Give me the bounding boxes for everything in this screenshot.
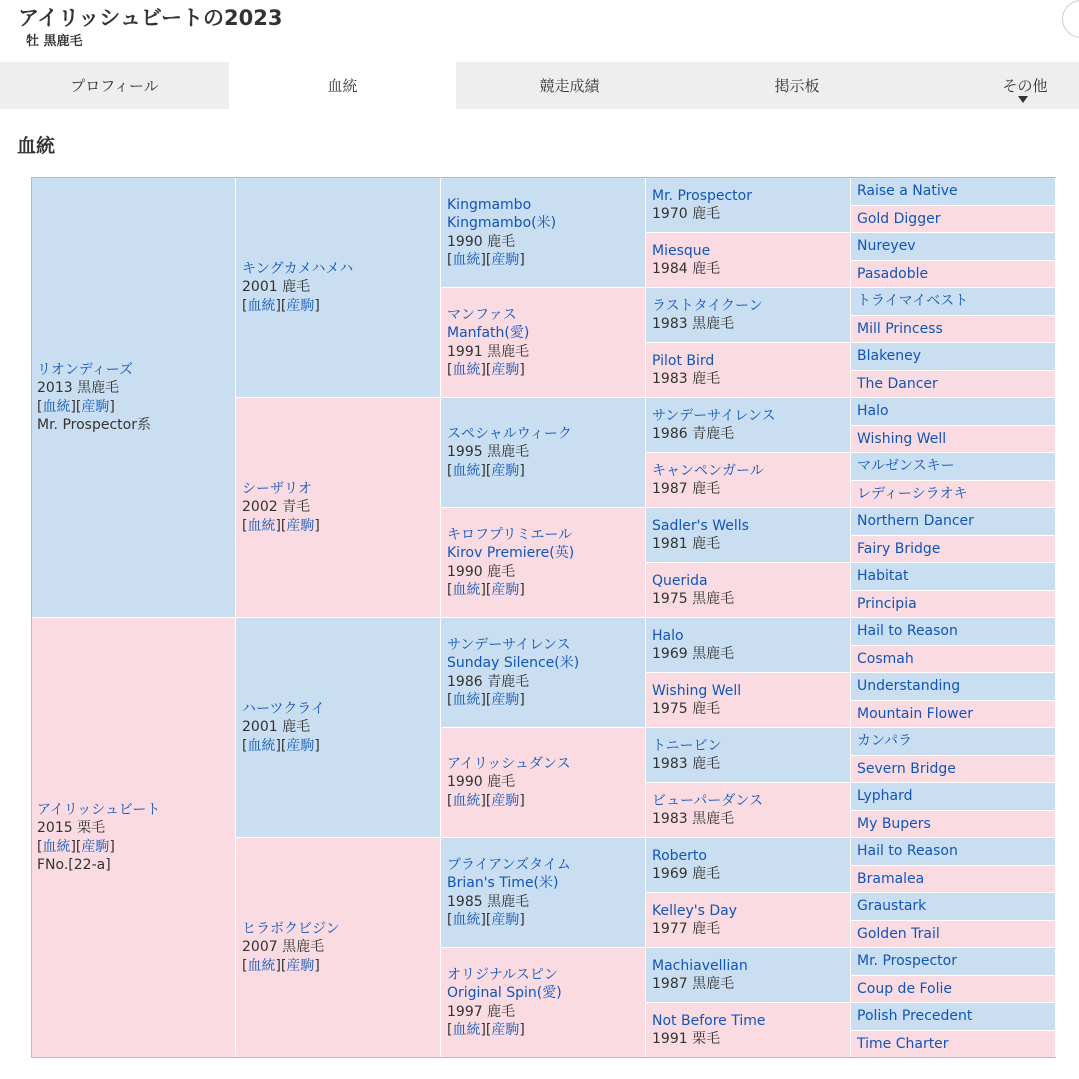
ancestor-cell-gen5: [851, 563, 1056, 591]
pedigree-frame: [31, 178, 32, 618]
horse-info: 1983 鹿毛: [652, 756, 721, 772]
ancestor-cell-gen4: [646, 233, 851, 288]
horse-name-link[interactable]: Querida: [652, 572, 708, 589]
ancestor-cell-gen3: [441, 508, 646, 618]
horse-info: 1985 黒鹿毛: [447, 893, 530, 910]
horse-info: 1991 黒鹿毛: [447, 343, 530, 360]
ancestor-cell-gen4: [646, 563, 851, 618]
ancestor-cell-gen5: [851, 1003, 1056, 1031]
ancestor-cell-gen5: [851, 728, 1056, 756]
tab-label: その他: [1002, 77, 1048, 95]
offspring-link[interactable]: 産駒: [491, 1022, 520, 1038]
tab-board[interactable]: [683, 62, 911, 109]
pedigree-link[interactable]: 血統: [42, 398, 71, 415]
pedigree-links: [血統][産駒]: [447, 692, 525, 708]
ancestor-cell-gen5: [851, 371, 1056, 399]
offspring-link[interactable]: 産駒: [491, 692, 520, 708]
page-title: アイリッシュビートの2023: [18, 6, 283, 30]
horse-name-link[interactable]: レディーシラオキ: [857, 485, 968, 502]
ancestor-cell-gen4: [646, 1003, 851, 1058]
ancestor-cell-gen5: [851, 178, 1056, 206]
horse-name-link[interactable]: マルゼンスキー: [857, 458, 955, 474]
ancestor-cell-gen4: [646, 838, 851, 893]
horse-name-link[interactable]: The Dancer: [857, 375, 938, 392]
pedigree-links: [血統][産駒]: [37, 398, 115, 415]
tab-label: 掲示板: [774, 77, 820, 95]
horse-name-link[interactable]: Coup de Folie: [857, 980, 953, 997]
ancestor-cell-gen5: [851, 618, 1056, 646]
pedigree-links: [血統][産駒]: [447, 462, 525, 479]
horse-name-link[interactable]: Gold Digger: [857, 210, 941, 227]
tab-label: プロフィール: [70, 77, 159, 95]
pedigree-links: [血統][産駒]: [242, 517, 320, 534]
tab-label: 血統: [327, 77, 358, 95]
horse-info: 1983 黒鹿毛: [652, 316, 735, 332]
pedigree-links: [血統][産駒]: [447, 252, 525, 268]
caret-down-icon: [1018, 96, 1028, 103]
horse-name-link[interactable]: アイリッシュビート: [37, 801, 161, 818]
horse-info: 1990 鹿毛: [447, 233, 516, 250]
pedigree-link[interactable]: 血統: [247, 297, 276, 314]
ancestor-cell-gen3: [441, 178, 646, 288]
horse-name-link[interactable]: オリジナルスピン: [447, 966, 558, 983]
offspring-link[interactable]: 産駒: [491, 462, 520, 479]
ancestor-cell-gen3: [441, 838, 646, 948]
ancestor-cell-gen4: [646, 343, 851, 398]
ancestor-cell-gen5: [851, 701, 1056, 729]
horse-name-link[interactable]: Machiavellian: [652, 957, 748, 974]
ancestor-cell-gen5: [851, 866, 1056, 894]
ancestor-cell-gen3: [441, 398, 646, 508]
horse-name-link[interactable]: Graustark: [857, 898, 927, 914]
horse-name-link[interactable]: Golden Trail: [857, 925, 940, 942]
ancestor-cell-gen4: [646, 783, 851, 838]
pedigree-link[interactable]: 血統: [452, 1022, 481, 1038]
ancestor-cell-gen4: [646, 893, 851, 948]
horse-extra: FNo.[22-a]: [37, 857, 111, 873]
pedigree-links: [血統][産駒]: [447, 362, 525, 378]
horse-name-link[interactable]: Raise a Native: [857, 183, 958, 199]
horse-foreign-name[interactable]: Brian's Time(米): [447, 875, 559, 891]
horse-name-link[interactable]: Severn Bridge: [857, 760, 956, 777]
offspring-link[interactable]: 産駒: [286, 297, 315, 314]
ancestor-cell-gen5: [851, 481, 1056, 509]
ancestor-cell-gen5: [851, 261, 1056, 289]
horse-name-link[interactable]: スペシャルウィーク: [447, 425, 572, 442]
ancestor-cell-gen5: [851, 508, 1056, 536]
horse-name-link[interactable]: Mountain Flower: [857, 705, 973, 722]
horse-name-link[interactable]: Not Before Time: [652, 1012, 766, 1029]
offspring-link[interactable]: 産駒: [286, 517, 315, 534]
dam-cell: [31, 618, 236, 1058]
horse-name-link[interactable]: Halo: [652, 627, 684, 644]
horse-info: 1969 鹿毛: [652, 866, 721, 882]
ancestor-cell-gen5: [851, 591, 1056, 619]
ancestor-cell-gen5: [851, 288, 1056, 316]
horse-name-link[interactable]: サンデーサイレンス: [447, 636, 571, 653]
ancestor-cell-gen5: [851, 673, 1056, 701]
ancestor-cell-gen5: [851, 921, 1056, 949]
pedigree-links: [血統][産駒]: [447, 792, 525, 809]
horse-extra: Mr. Prospector系: [37, 417, 151, 433]
offspring-link[interactable]: 産駒: [491, 582, 520, 598]
horse-info: 1986 青鹿毛: [652, 426, 735, 442]
pedigree-links: [血統][産駒]: [242, 297, 320, 314]
tab-bar: [0, 62, 1079, 109]
ancestor-cell-gen4: [646, 948, 851, 1003]
horse-name-link[interactable]: トニービン: [652, 737, 722, 754]
horse-info: 1981 鹿毛: [652, 536, 721, 552]
horse-info: 2007 黒鹿毛: [242, 939, 325, 956]
horse-name-link[interactable]: Wishing Well: [652, 682, 742, 699]
horse-info: 2001 鹿毛: [242, 719, 311, 736]
header-button[interactable]: [1062, 0, 1079, 38]
ancestor-cell-gen3: [441, 288, 646, 398]
horse-name-link[interactable]: アイリッシュダンス: [447, 755, 571, 772]
horse-info: 2013 黒鹿毛: [37, 380, 120, 396]
horse-name-link[interactable]: キロフプリミエール: [447, 526, 573, 543]
ancestor-cell-gen4: [646, 673, 851, 728]
horse-name-link[interactable]: Hail to Reason: [857, 843, 958, 859]
horse-name-link[interactable]: Mr. Prospector: [857, 953, 957, 969]
horse-info: 1984 鹿毛: [652, 261, 721, 277]
pedigree-link[interactable]: 血統: [452, 362, 481, 378]
pedigree-link[interactable]: 血統: [452, 462, 481, 479]
horse-name-link[interactable]: Northern Dancer: [857, 513, 974, 529]
ancestor-cell-gen5: [851, 453, 1056, 481]
ancestor-cell-gen5: [851, 948, 1056, 976]
horse-name-link[interactable]: Polish Precedent: [857, 1008, 973, 1024]
horse-info: 1977 鹿毛: [652, 921, 721, 937]
horse-name-link[interactable]: Wishing Well: [857, 430, 947, 447]
tab-label: 競走成績: [539, 77, 600, 95]
horse-name-link[interactable]: ラストタイクーン: [652, 297, 763, 314]
horse-name-link[interactable]: ビューパーダンス: [652, 792, 764, 809]
horse-name-link[interactable]: Roberto: [652, 847, 707, 864]
ancestor-cell-gen5: [851, 783, 1056, 811]
ancestor-cell-gen5: [851, 976, 1056, 1004]
ancestor-cell-gen4: [646, 728, 851, 783]
section-title: 血統: [17, 135, 56, 157]
horse-name-link[interactable]: Bramalea: [857, 870, 925, 887]
horse-name-link[interactable]: Principia: [857, 595, 917, 612]
pedigree-link[interactable]: 血統: [452, 692, 481, 708]
horse-name-link[interactable]: ブライアンズタイム: [447, 856, 571, 873]
ancestor-cell-gen2: [236, 838, 441, 1058]
horse-name-link[interactable]: Miesque: [652, 242, 711, 259]
horse-name-link[interactable]: Lyphard: [857, 788, 913, 804]
pedigree-link[interactable]: 血統: [452, 582, 481, 598]
horse-info: 1991 栗毛: [652, 1031, 721, 1047]
pedigree-links: [血統][産駒]: [242, 957, 320, 974]
tab-pedigree[interactable]: [229, 62, 456, 109]
horse-name-link[interactable]: シーザリオ: [242, 480, 312, 497]
horse-info: 1995 黒鹿毛: [447, 444, 530, 461]
horse-info: 1969 黒鹿毛: [652, 646, 735, 662]
ancestor-cell-gen5: [851, 316, 1056, 344]
ancestor-cell-gen2: [236, 398, 441, 618]
horse-name-link[interactable]: Habitat: [857, 568, 909, 584]
horse-name-link[interactable]: Mill Princess: [857, 320, 943, 337]
ancestor-cell-gen4: [646, 618, 851, 673]
ancestor-cell-gen5: [851, 756, 1056, 784]
horse-foreign-name[interactable]: Kirov Premiere(英): [447, 545, 575, 561]
tab-more[interactable]: [911, 62, 1079, 109]
ancestor-cell-gen5: [851, 206, 1056, 234]
horse-info: 1990 鹿毛: [447, 563, 516, 580]
horse-name-link[interactable]: Hail to Reason: [857, 623, 958, 639]
horse-name-link[interactable]: マンファス: [447, 306, 517, 323]
offspring-link[interactable]: 産駒: [491, 912, 520, 928]
horse-name-link[interactable]: Pilot Bird: [652, 352, 715, 369]
ancestor-cell-gen5: [851, 811, 1056, 839]
horse-foreign-name[interactable]: Original Spin(愛): [447, 985, 562, 1001]
horse-info: 1990 鹿毛: [447, 774, 516, 791]
horse-name-link[interactable]: Time Charter: [857, 1035, 949, 1052]
horse-name-link[interactable]: Sadler's Wells: [652, 517, 749, 534]
horse-name-link[interactable]: Cosmah: [857, 650, 914, 667]
horse-name-link[interactable]: トライマイベスト: [857, 293, 969, 309]
ancestor-cell-gen4: [646, 508, 851, 563]
ancestor-cell-gen5: [851, 646, 1056, 674]
horse-name-link[interactable]: Kingmambo: [447, 196, 532, 213]
pedigree-frame: [31, 1057, 1056, 1058]
horse-info: 2002 青毛: [242, 499, 311, 516]
pedigree-link[interactable]: 血統: [247, 737, 276, 754]
ancestor-cell-gen5: [851, 233, 1056, 261]
horse-name-link[interactable]: ハーツクライ: [242, 700, 325, 717]
pedigree-link[interactable]: 血統: [42, 838, 71, 855]
ancestor-cell-gen2: [236, 618, 441, 838]
horse-foreign-name[interactable]: Kingmambo(米): [447, 215, 557, 231]
horse-info: 1983 鹿毛: [652, 371, 721, 387]
offspring-link[interactable]: 産駒: [491, 792, 520, 809]
pedigree-link[interactable]: 血統: [247, 517, 276, 534]
ancestor-cell-gen4: [646, 453, 851, 508]
ancestor-cell-gen5: [851, 398, 1056, 426]
ancestor-cell-gen5: [851, 536, 1056, 564]
pedigree-table: [31, 178, 1056, 1058]
sire-cell: [31, 178, 236, 618]
pedigree-link[interactable]: 血統: [452, 252, 481, 268]
offspring-link[interactable]: 産駒: [81, 838, 110, 855]
horse-name-link[interactable]: キャンペンガール: [652, 462, 764, 479]
ancestor-cell-gen5: [851, 1031, 1056, 1059]
horse-name-link[interactable]: Kelley's Day: [652, 902, 738, 919]
ancestor-cell-gen3: [441, 948, 646, 1058]
horse-info: 1983 黒鹿毛: [652, 811, 735, 827]
horse-name-link[interactable]: Halo: [857, 403, 889, 419]
horse-foreign-name[interactable]: Sunday Silence(米): [447, 655, 580, 671]
horse-name-link[interactable]: ヒラボクビジン: [242, 920, 340, 937]
horse-info: 2015 栗毛: [37, 820, 106, 836]
ancestor-cell-gen2: [236, 178, 441, 398]
ancestor-cell-gen5: [851, 343, 1056, 371]
horse-info: 1987 黒鹿毛: [652, 976, 735, 992]
ancestor-cell-gen4: [646, 178, 851, 233]
horse-name-link[interactable]: Pasadoble: [857, 265, 929, 282]
horse-info: 1987 鹿毛: [652, 481, 721, 497]
pedigree-links: [血統][産駒]: [242, 737, 320, 754]
horse-info: 2001 鹿毛: [242, 279, 311, 296]
pedigree-links: [血統][産駒]: [37, 838, 115, 855]
horse-name-link[interactable]: Mr. Prospector: [652, 187, 752, 204]
tab-profile[interactable]: [0, 62, 229, 109]
offspring-link[interactable]: 産駒: [491, 252, 520, 268]
offspring-link[interactable]: 産駒: [81, 398, 110, 415]
horse-name-link[interactable]: Understanding: [857, 678, 961, 694]
pedigree-link[interactable]: 血統: [452, 912, 481, 928]
horse-info: 1970 鹿毛: [652, 206, 721, 222]
horse-subtitle: 牡 黒鹿毛: [26, 34, 83, 49]
ancestor-cell-gen3: [441, 728, 646, 838]
offspring-link[interactable]: 産駒: [286, 737, 315, 754]
horse-info: 1975 鹿毛: [652, 701, 721, 717]
ancestor-cell-gen5: [851, 838, 1056, 866]
horse-name-link[interactable]: My Bupers: [857, 815, 931, 832]
horse-name-link[interactable]: カンパラ: [857, 733, 913, 749]
horse-foreign-name[interactable]: Manfath(愛): [447, 325, 530, 341]
offspring-link[interactable]: 産駒: [491, 362, 520, 378]
ancestor-cell-gen3: [441, 618, 646, 728]
pedigree-links: [血統][産駒]: [447, 912, 525, 928]
ancestor-cell-gen4: [646, 288, 851, 343]
ancestor-cell-gen5: [851, 893, 1056, 921]
horse-name-link[interactable]: サンデーサイレンス: [652, 407, 776, 424]
pedigree-links: [血統][産駒]: [447, 1022, 525, 1038]
ancestor-cell-gen5: [851, 426, 1056, 454]
pedigree-link[interactable]: 血統: [247, 957, 276, 974]
horse-info: 1997 鹿毛: [447, 1003, 516, 1020]
pedigree-link[interactable]: 血統: [452, 792, 481, 809]
horse-name-link[interactable]: キングカメハメハ: [242, 260, 354, 277]
horse-name-link[interactable]: Fairy Bridge: [857, 540, 941, 557]
horse-info: 1975 黒鹿毛: [652, 591, 735, 607]
tab-race-results[interactable]: [456, 62, 683, 109]
horse-name-link[interactable]: Nureyev: [857, 238, 916, 254]
horse-name-link[interactable]: リオンディーズ: [37, 361, 134, 378]
pedigree-frame: [31, 618, 32, 1058]
ancestor-cell-gen4: [646, 398, 851, 453]
horse-info: 1986 青鹿毛: [447, 673, 530, 690]
pedigree-links: [血統][産駒]: [447, 582, 525, 598]
offspring-link[interactable]: 産駒: [286, 957, 315, 974]
horse-name-link[interactable]: Blakeney: [857, 348, 922, 364]
